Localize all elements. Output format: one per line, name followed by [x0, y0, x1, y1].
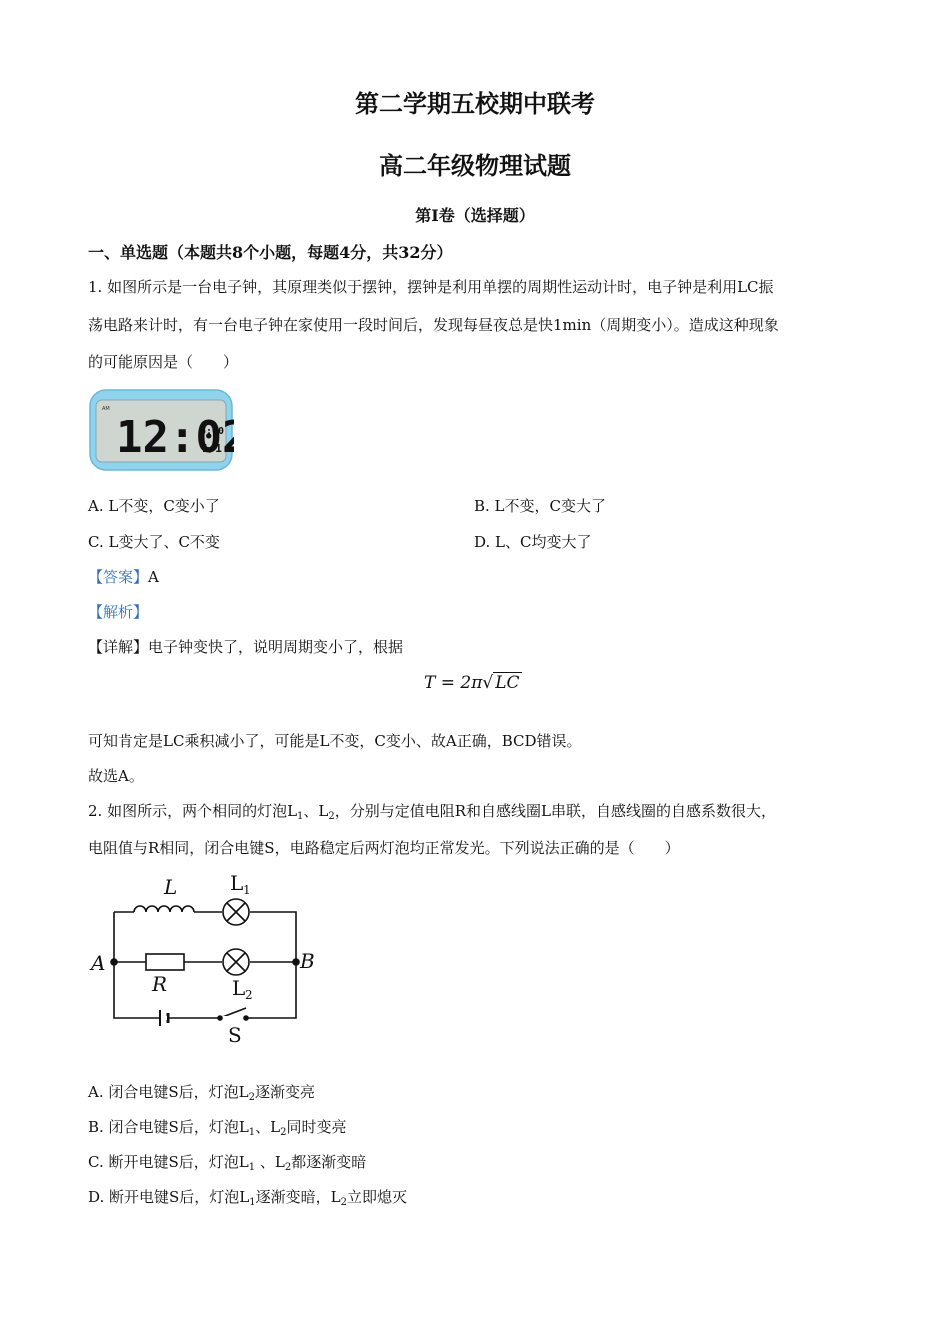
q1-option-c: C. L变大了、C不变	[88, 533, 220, 551]
detail-tag: 【详解】	[88, 638, 149, 656]
clock-time: 12:0	[116, 412, 222, 463]
label-l: L	[164, 875, 178, 899]
analysis-tag: 【解析】	[88, 603, 149, 621]
sub-1: 1	[297, 811, 304, 822]
lamp-l2-cross	[227, 953, 245, 971]
label-r: R	[152, 972, 168, 996]
q2-option-b: B. 闭合电键S后，灯泡$L_1$、$L_2$同时变亮	[88, 1118, 347, 1138]
sqrt-icon: √	[482, 673, 494, 693]
q1-answer	[88, 567, 159, 587]
q1-option-b: B. L不变，C变大了	[474, 497, 606, 515]
q1-option-a: A. L不变，C变小了	[88, 497, 220, 515]
formula-radicand: LC	[495, 673, 520, 693]
outer-wire	[114, 912, 296, 1018]
answer-tag: 【答案】	[88, 568, 149, 586]
q1-conclusion: 可知肯定是LC乘积减小了，可能是L不变，C变小、故A正确，BCD错误。	[88, 732, 582, 750]
section-title: 一、单选题（本题共8个小题，每题4分，共32分）	[88, 243, 453, 262]
q2-stem-part-a: 2. 如图所示，两个相同的灯泡L	[88, 802, 298, 820]
q2-stem-line2: 电阻值与R相同，闭合电键S，电路稳定后两灯泡均正常发光。下列说法正确的是（ ）	[88, 839, 680, 857]
volume-title: 第Ⅰ卷（选择题）	[415, 206, 535, 225]
paper-title: 高二年级物理试题	[379, 151, 571, 180]
circuit-diagram	[88, 870, 328, 1050]
label-s: S	[228, 1023, 242, 1047]
q2-option-d: D. 断开电键S后，灯泡$L_1$逐渐变暗，$L_2$立即熄灭	[88, 1188, 407, 1208]
q2-option-a: A. 闭合电键S后，灯泡$L_2$逐渐变亮	[88, 1083, 315, 1103]
label-a: A	[91, 951, 106, 975]
q2-stem-line1	[88, 801, 776, 827]
digital-clock-image	[88, 386, 234, 474]
q1-detail	[88, 637, 403, 657]
q2-stem-part-c: ，分别与定值电阻R和自感线圈L串联，自感线圈的自感系数很大，	[334, 802, 777, 820]
q1-stem-line2: 荡电路来计时，有一台电子钟在家使用一段时间后，发现每昼夜总是快1min（周期变小）。造成这种现象	[88, 316, 779, 334]
period-formula	[424, 673, 522, 693]
node-a	[111, 959, 117, 965]
clock-date: 1/1	[202, 442, 222, 455]
q2-option-c: C. 断开电键S后，灯泡$L_1$ 、$L_2$都逐渐变暗	[88, 1153, 367, 1173]
q1-option-d: D. L、C均变大了	[474, 533, 592, 551]
label-l2: L	[232, 976, 246, 1000]
q2-stem-part-b: 、L	[303, 802, 329, 820]
label-l2-sub: 2	[245, 988, 253, 1002]
q1-stem-line1: 1. 如图所示是一台电子钟，其原理类似于摆钟，摆钟是利用单摆的周期性运动计时，电子钟是利用LC振	[88, 278, 774, 296]
clock-side-time: 6:00	[200, 426, 225, 437]
sub-2: 2	[328, 811, 335, 822]
inductor-coil	[134, 906, 194, 912]
answer-value: A	[148, 568, 159, 586]
resistor-r-icon	[146, 954, 184, 970]
q1-choose: 故选A。	[88, 767, 144, 785]
lamp-l1-cross	[227, 903, 245, 921]
exam-title: 第二学期五校期中联考	[355, 89, 595, 118]
q1-stem-line3: 的可能原因是（ ）	[88, 353, 239, 371]
label-b: B	[300, 949, 315, 973]
formula-lhs: T = 2π	[424, 673, 483, 693]
detail-text: 电子钟变快了，说明周期变小了，根据	[148, 638, 404, 656]
label-l1: L	[230, 871, 244, 895]
node-b	[293, 959, 299, 965]
clock-am-label: AM	[102, 406, 110, 412]
label-l1-sub: 1	[243, 883, 251, 897]
